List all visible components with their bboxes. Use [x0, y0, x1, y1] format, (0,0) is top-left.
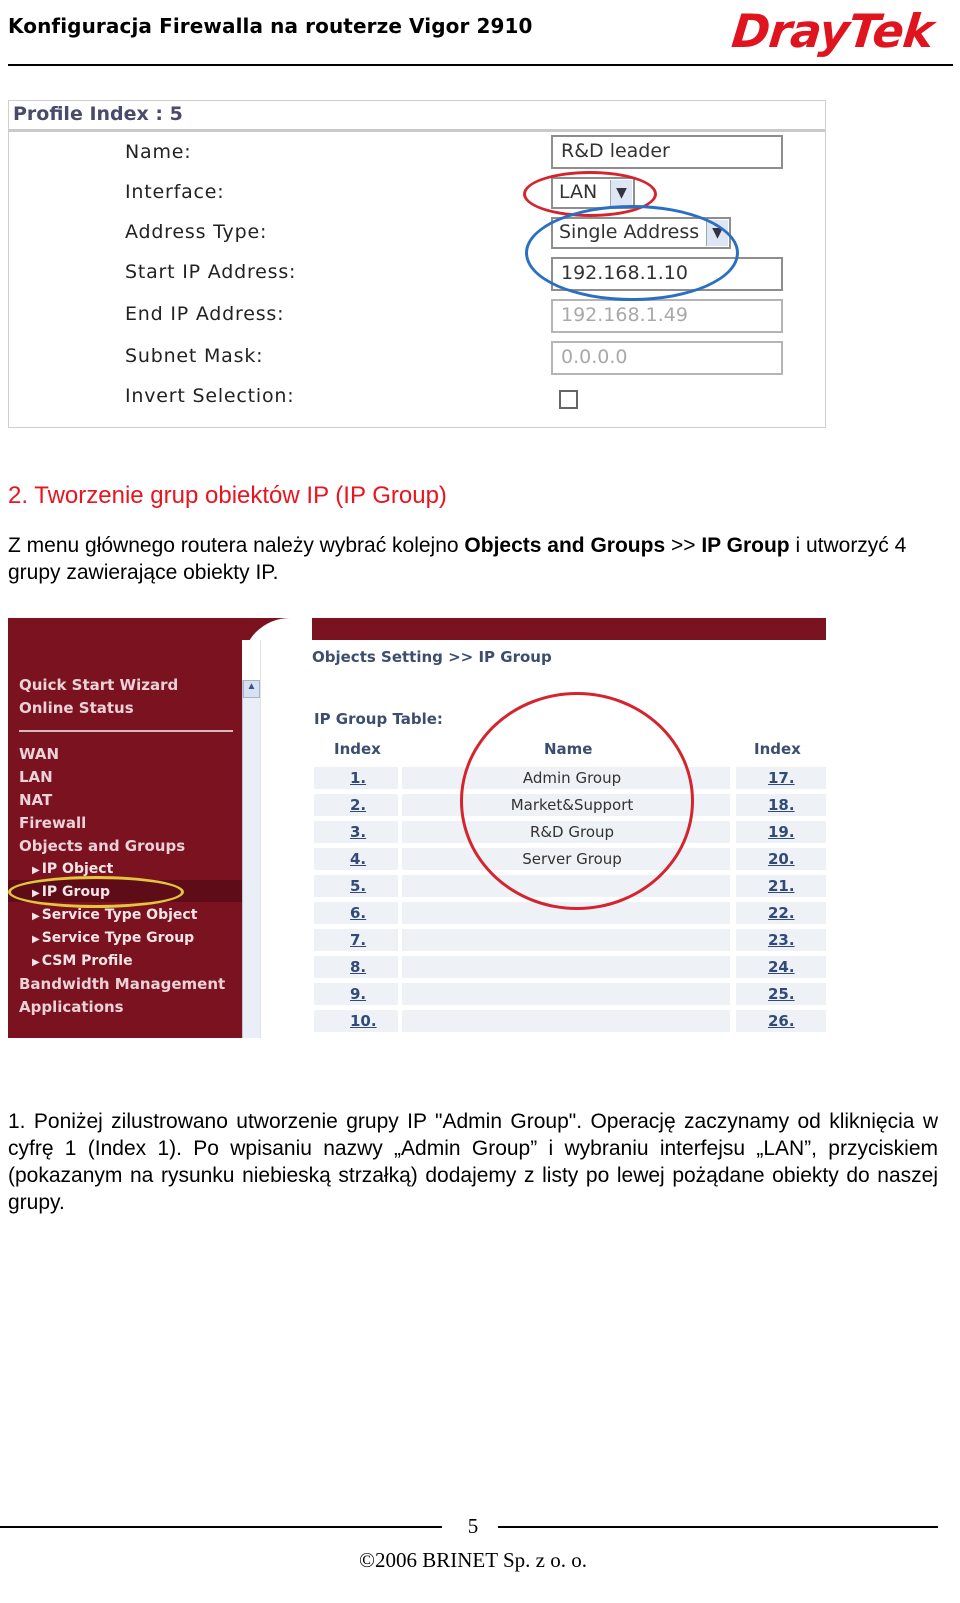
row-group-name: Market&Support [510, 796, 634, 814]
sidebar-item-service-type-group[interactable] [32, 930, 194, 946]
table-row [314, 926, 826, 953]
row-index-link-2[interactable]: 17. [768, 769, 795, 787]
router-sidebar [8, 618, 242, 1038]
router-top-bar [242, 618, 826, 640]
document-header [8, 4, 953, 68]
row-index-link[interactable]: 2. [350, 796, 367, 814]
intro-text-2: >> [665, 534, 702, 557]
row-index-link-2[interactable]: 19. [768, 823, 795, 841]
ip-group-highlight-ring [8, 876, 184, 908]
address-type-value: Single Address [559, 221, 700, 243]
sidebar-item-quick-start[interactable]: Quick Start Wizard [19, 676, 179, 694]
sidebar-label-ip-group: IP Group [41, 884, 111, 900]
row-index-link[interactable]: 3. [350, 823, 367, 841]
table-row [314, 980, 826, 1007]
row-index-link[interactable]: 7. [350, 931, 367, 949]
row-index-link[interactable]: 1. [350, 769, 367, 787]
intro-text-1: Z menu głównego routera należy wybrać kolejno [8, 534, 465, 557]
row-band [402, 983, 730, 1005]
profile-form-screenshot [8, 100, 826, 428]
group-names-highlight-ring [460, 692, 694, 910]
name-label: Name: [125, 141, 192, 163]
sidebar-divider [19, 730, 233, 732]
sidebar-item-online-status[interactable]: Online Status [19, 699, 134, 717]
intro-bold-ip-group: IP Group [701, 534, 790, 557]
sidebar-item-csm-profile[interactable] [32, 953, 133, 969]
chevron-down-icon[interactable]: ▼ [706, 220, 728, 246]
row-index-link[interactable]: 6. [350, 904, 367, 922]
row-index-link[interactable]: 4. [350, 850, 367, 868]
sidebar-label-ip-object: IP Object [41, 861, 114, 877]
row-index-link[interactable]: 8. [350, 958, 367, 976]
row-band [402, 1010, 730, 1032]
end-ip-field[interactable]: 192.168.1.49 [551, 299, 783, 333]
router-ui-screenshot [8, 618, 826, 1038]
triangle-right-icon: ▶ [32, 888, 40, 899]
row-group-name: Admin Group [522, 769, 622, 787]
row-index-link[interactable]: 5. [350, 877, 367, 895]
scroll-up-icon[interactable]: ▲ [243, 680, 260, 698]
draytek-logo: DrayTek [729, 4, 936, 58]
subnet-mask-label: Subnet Mask: [125, 345, 264, 367]
intro-bold-objects-groups: Objects and Groups [464, 534, 666, 557]
body-paragraph: 1. Poniżej zilustrowano utworzenie grupy IP "Admin Group". Operację zaczynamy od kliknięcia w cyfrę 1 (Index 1). Po wpisaniu nazwy „Admin Group” i wybraniu interfejsu „LAN”, przyciskiem (pokazanym na rysunku niebieską strzałką) dodajemy z listy po lewej pożądane obiekty do naszej grupy. [8, 1110, 938, 1214]
header-divider [8, 64, 953, 66]
row-index-link-2[interactable]: 25. [768, 985, 795, 1003]
sidebar-item-applications[interactable]: Applications [19, 998, 124, 1016]
start-ip-field[interactable]: 192.168.1.10 [551, 257, 783, 291]
document-title: Konfiguracja Firewalla na routerze Vigor 2910 [8, 14, 533, 38]
intro-text-3: i utworzyć 4 grupy zawierające obiekty IP. [8, 534, 907, 584]
name-field[interactable]: R&D leader [551, 135, 783, 169]
interface-label: Interface: [125, 181, 225, 203]
table-caption: IP Group Table: [314, 710, 443, 728]
row-index-link-2[interactable]: 22. [768, 904, 795, 922]
triangle-right-icon: ▶ [32, 865, 40, 876]
triangle-right-icon: ▶ [32, 957, 40, 968]
sidebar-item-nat[interactable]: NAT [19, 791, 53, 809]
invert-selection-checkbox[interactable] [559, 390, 578, 409]
row-index-link-2[interactable]: 24. [768, 958, 795, 976]
column-header-name: Name [544, 740, 593, 758]
invert-selection-label: Invert Selection: [125, 385, 295, 407]
sidebar-label-service-type-group: Service Type Group [41, 930, 195, 946]
row-index-link-2[interactable]: 23. [768, 931, 795, 949]
sidebar-item-wan[interactable]: WAN [19, 745, 60, 763]
row-index-link-2[interactable]: 21. [768, 877, 795, 895]
subnet-mask-field[interactable]: 0.0.0.0 [551, 341, 783, 375]
sidebar-label-service-type-object: Service Type Object [41, 907, 198, 923]
intro-paragraph [8, 532, 948, 586]
row-band [402, 956, 730, 978]
row-index-link[interactable]: 9. [350, 985, 367, 1003]
section-heading: 2. Tworzenie grup obiektów IP (IP Group) [8, 482, 447, 509]
row-index-link-2[interactable]: 26. [768, 1012, 795, 1030]
row-index-link-2[interactable]: 20. [768, 850, 795, 868]
profile-index-title: Profile Index : 5 [13, 103, 183, 125]
table-row [314, 953, 826, 980]
sidebar-item-ip-object[interactable] [32, 861, 113, 877]
sidebar-item-bandwidth[interactable]: Bandwidth Management [19, 975, 226, 993]
address-highlight-ring [525, 205, 739, 301]
chevron-down-icon[interactable]: ▼ [610, 180, 632, 206]
sidebar-item-service-type-object[interactable] [32, 907, 197, 923]
column-header-index: Index [334, 740, 381, 758]
row-group-name: R&D Group [529, 823, 615, 841]
sidebar-scrollbar[interactable] [242, 680, 260, 1038]
table-row [314, 1007, 826, 1034]
row-index-link[interactable]: 10. [350, 1012, 377, 1030]
page-number: 5 [467, 1514, 479, 1538]
row-group-name: Server Group [522, 850, 622, 868]
interface-value: LAN [559, 181, 598, 203]
sidebar-item-objects-groups[interactable]: Objects and Groups [19, 837, 186, 855]
row-band [402, 929, 730, 951]
address-type-label: Address Type: [125, 221, 268, 243]
sidebar-label-csm-profile: CSM Profile [41, 953, 133, 969]
profile-title-divider [9, 129, 826, 132]
copyright: ©2006 BRINET Sp. z o. o. [359, 1548, 587, 1572]
breadcrumb: Objects Setting >> IP Group [312, 648, 552, 666]
column-header-index-2: Index [754, 740, 801, 758]
sidebar-item-firewall[interactable]: Firewall [19, 814, 87, 832]
triangle-right-icon: ▶ [32, 934, 40, 945]
start-ip-label: Start IP Address: [125, 261, 297, 283]
row-index-link-2[interactable]: 18. [768, 796, 795, 814]
content-gutter [260, 640, 312, 1038]
triangle-right-icon: ▶ [32, 911, 40, 922]
end-ip-label: End IP Address: [125, 303, 285, 325]
sidebar-item-lan[interactable]: LAN [19, 768, 53, 786]
